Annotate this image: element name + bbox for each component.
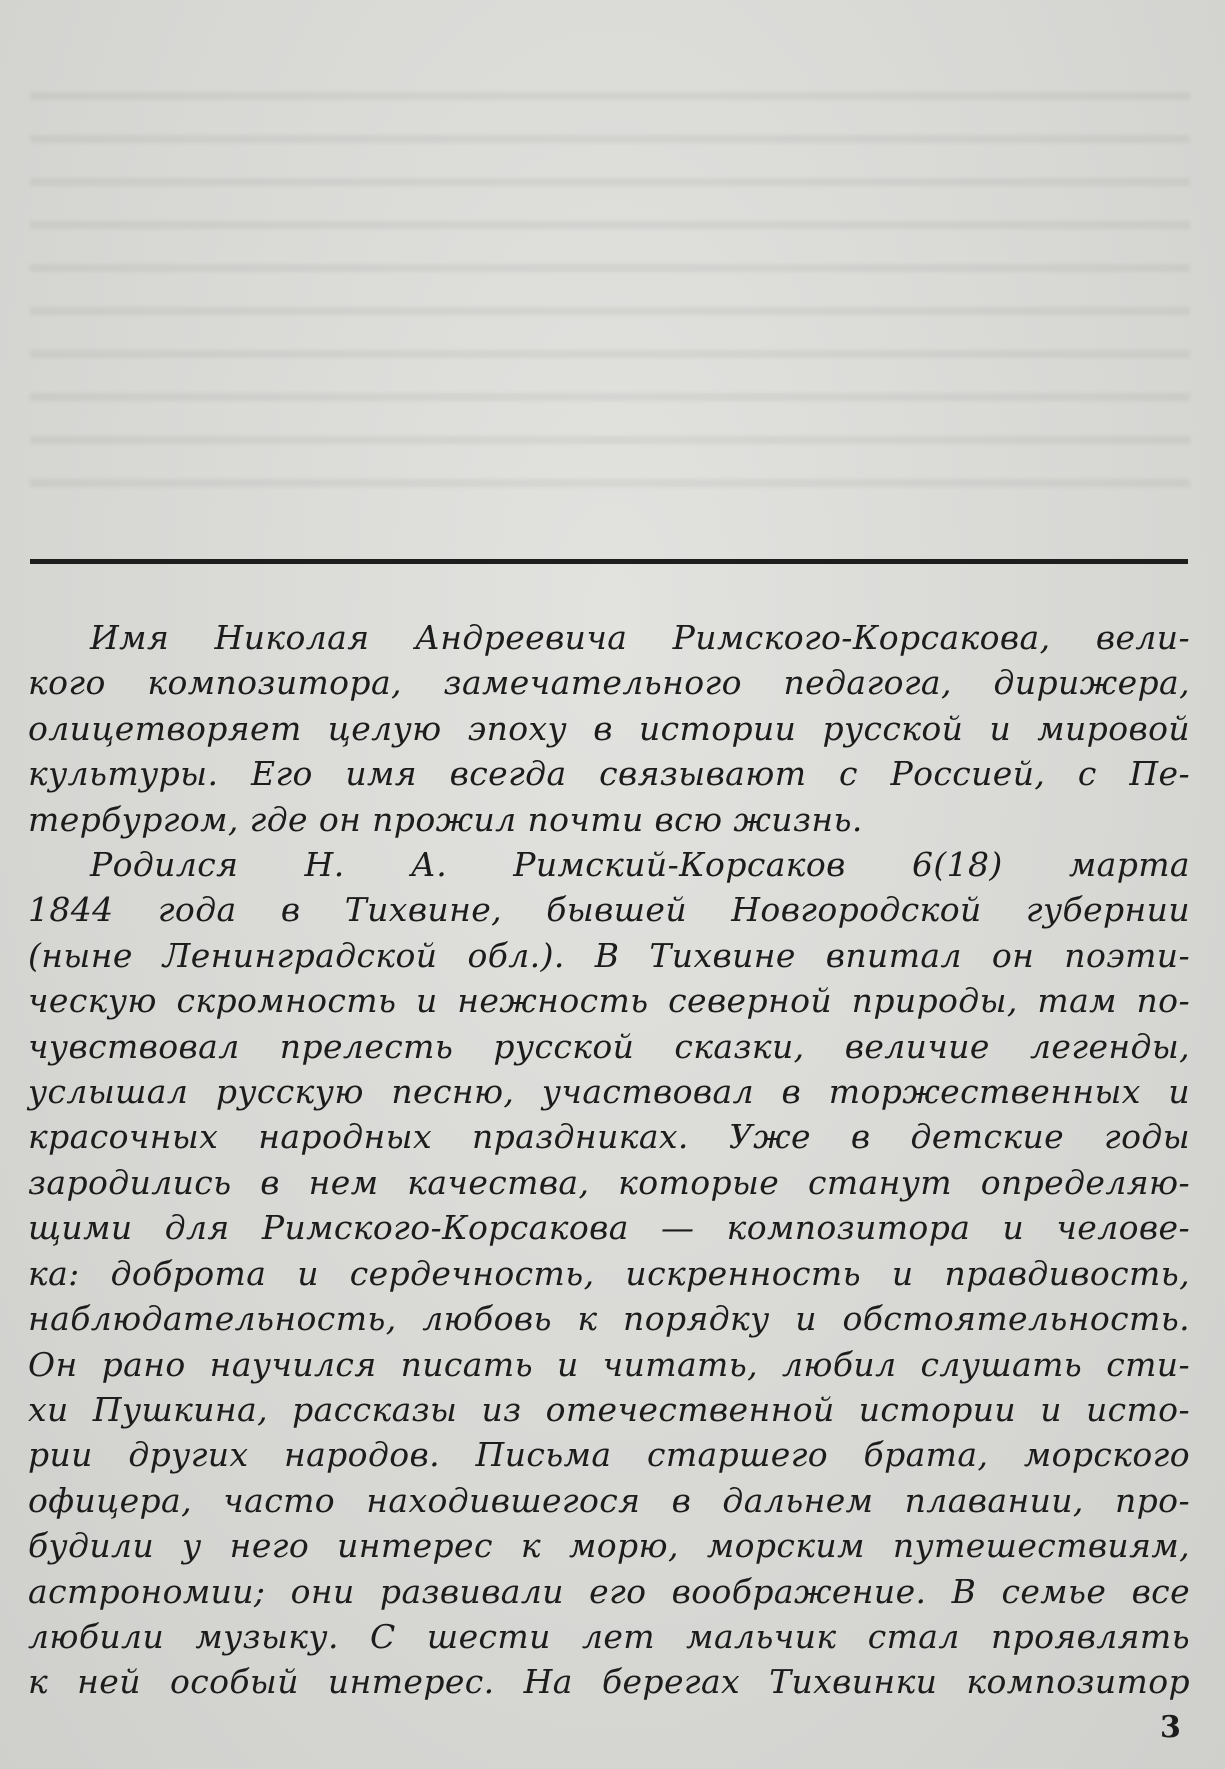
- article-body: [28, 615, 1190, 1705]
- text-line: будили у него интерес к морю, морским путешествиям,: [28, 1526, 1190, 1566]
- text-line: ка: доброта и сердечность, искренность и правдивость,: [28, 1253, 1190, 1293]
- text-line: наблюдательность, любовь к порядку и обстоятельность.: [28, 1299, 1190, 1339]
- text-line: Родился Н. А. Римский-Корсаков 6(18) марта: [90, 845, 1190, 885]
- text-line: кого композитора, замечательного педагога, дирижера,: [28, 663, 1190, 703]
- text-line: ческую скромность и нежность северной природы, там по-: [28, 981, 1190, 1021]
- page-number: 3: [1160, 1710, 1181, 1745]
- text-line: астрономии; они развивали его воображение. В семье все: [28, 1571, 1190, 1611]
- paragraph-2: [28, 842, 1190, 1705]
- text-line: тербургом, где он прожил почти всю жизнь.: [28, 799, 863, 839]
- text-line: Имя Николая Андреевича Римского-Корсакова, вели-: [90, 618, 1190, 657]
- text-line: 1844 года в Тихвине, бывшей Новгородской губернии: [28, 890, 1190, 930]
- text-line: олицетворяет целую эпоху в истории русской и мировой: [28, 708, 1190, 748]
- text-line: чувствовал прелесть русской сказки, величие легенды,: [28, 1026, 1190, 1066]
- text-line: красочных народных праздниках. Уже в детские годы: [28, 1117, 1190, 1157]
- text-line: офицера, часто находившегося в дальнем плавании, про-: [28, 1480, 1190, 1520]
- text-line: зародились в нем качества, которые станут определяю-: [28, 1162, 1190, 1202]
- text-line: хи Пушкина, рассказы из отечественной истории и исто-: [28, 1389, 1190, 1429]
- text-line: к ней особый интерес. На берегах Тихвинки композитор: [28, 1662, 1190, 1702]
- text-line: щими для Римского-Корсакова — композитора и челове-: [28, 1208, 1190, 1248]
- text-line: рии других народов. Письма старшего брата, морского: [28, 1435, 1190, 1475]
- show-through-texture: [30, 70, 1190, 490]
- paragraph-1: [28, 615, 1190, 842]
- text-line: (ныне Ленинградской обл.). В Тихвине впитал он поэти-: [28, 935, 1190, 975]
- text-line: любили музыку. С шести лет мальчик стал проявлять: [28, 1616, 1190, 1656]
- section-divider: [30, 559, 1188, 564]
- text-line: Он рано научился писать и читать, любил слушать сти-: [28, 1344, 1190, 1384]
- text-line: услышал русскую песню, участвовал в торжественных и: [28, 1072, 1190, 1112]
- text-line: культуры. Его имя всегда связывают с Россией, с Пе-: [28, 754, 1190, 794]
